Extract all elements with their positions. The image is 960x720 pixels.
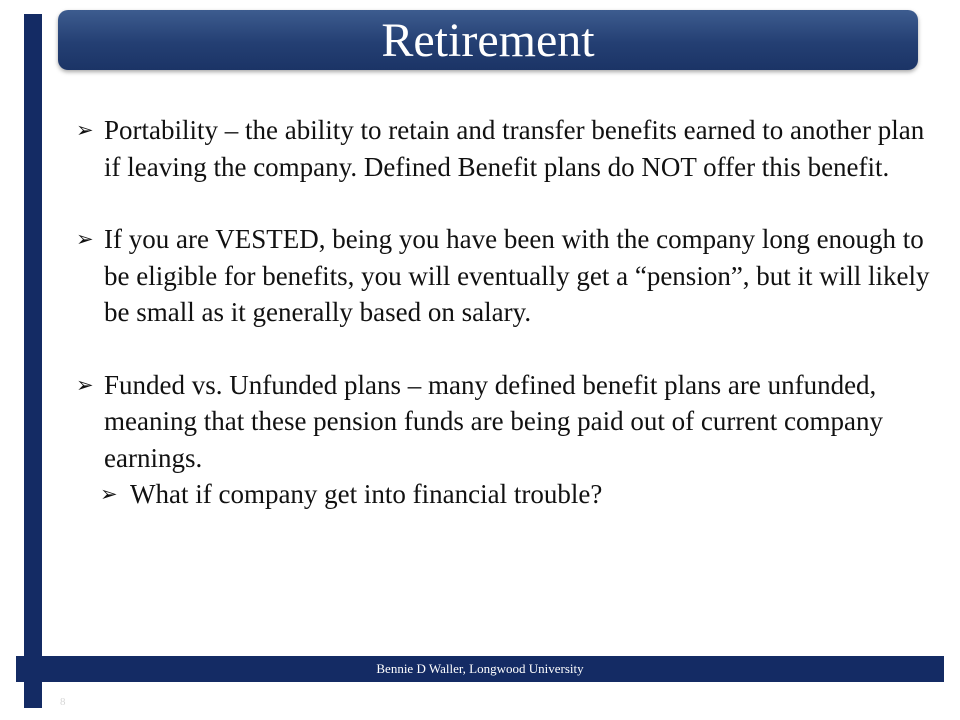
title-banner bbox=[58, 10, 918, 70]
footer-bar bbox=[16, 656, 944, 682]
arrow-bullet-icon: ➢ bbox=[76, 227, 94, 251]
arrow-bullet-icon: ➢ bbox=[76, 372, 94, 397]
bullet-portability bbox=[76, 112, 936, 185]
arrow-bullet-icon: ➢ bbox=[76, 118, 94, 142]
slide-number: 8 bbox=[60, 696, 66, 708]
bullet-text: Portability – the ability to retain and transfer benefits earned to another plan if leaving the company. Defined Benefit plans do NOT offer this benefit. bbox=[104, 115, 925, 182]
slide-title: Retirement bbox=[381, 14, 595, 67]
bullet-vested bbox=[76, 221, 936, 331]
bullet-text: Funded vs. Unfunded plans – many defined benefit plans are unfunded, meaning that these pension funds are being paid out of current company earnings. bbox=[104, 369, 884, 473]
footer-credit: Bennie D Waller, Longwood University bbox=[376, 661, 584, 676]
bullet-text: If you are VESTED, being you have been with the company long enough to be eligible for benefits, you will eventually get a “pension”, but it will likely be small as it generally based on salary. bbox=[104, 224, 930, 327]
sub-bullet-text: What if company get into financial trouble? bbox=[130, 479, 603, 509]
sub-bullet-financial-trouble bbox=[100, 476, 936, 513]
slide-body bbox=[76, 112, 936, 513]
bullet-funded-vs-unfunded bbox=[76, 367, 936, 477]
arrow-bullet-icon: ➢ bbox=[100, 482, 118, 506]
left-accent-bar bbox=[24, 14, 42, 708]
